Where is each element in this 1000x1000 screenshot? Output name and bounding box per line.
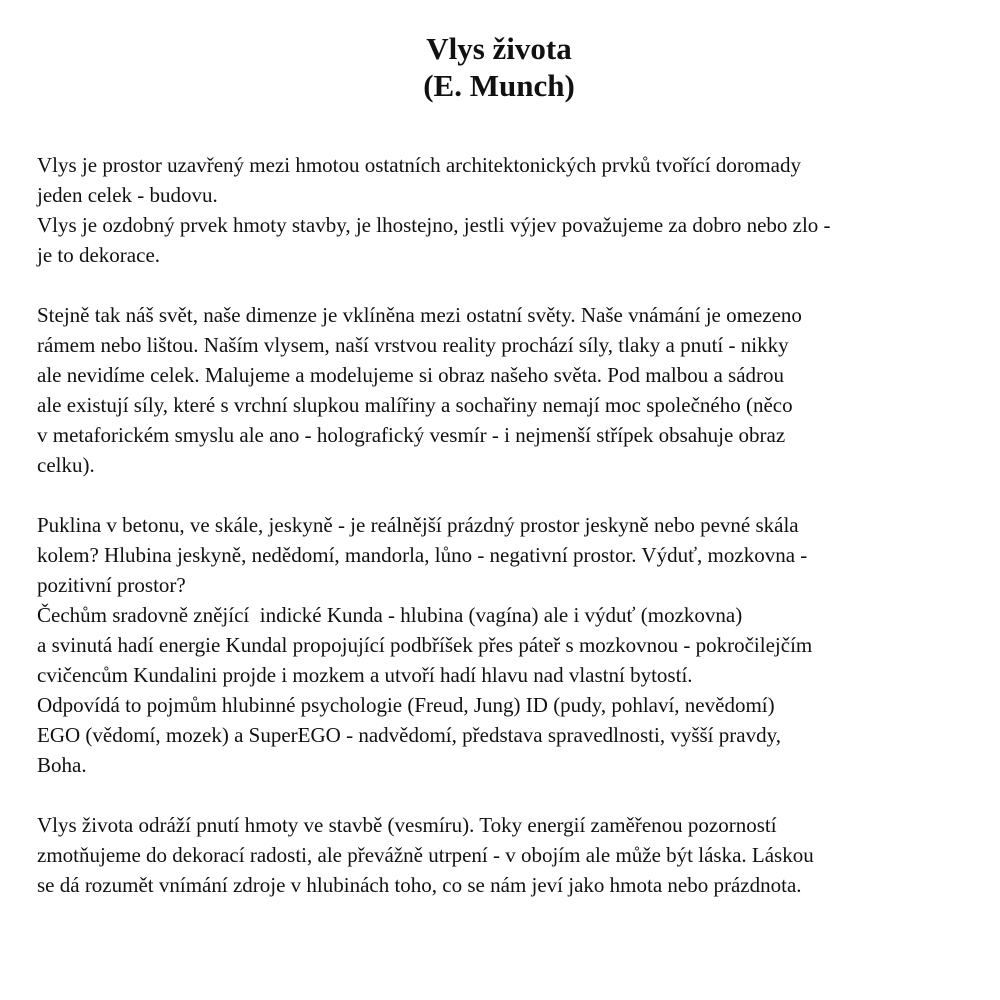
text-line: Puklina v betonu, ve skále, jeskyně - je reálnější prázdný prostor jeskyně nebo pevné skála [37, 513, 799, 537]
text-line: ale nevidíme celek. Malujeme a modelujeme si obraz našeho světa. Pod malbou a sádrou [37, 363, 785, 387]
text-line: se dá rozumět vnímání zdroje v hlubinách toho, co se nám jeví jako hmota nebo prázdnota. [37, 873, 802, 897]
text-line: kolem? Hlubina jeskyně, nedědomí, mandorla, lůno - negativní prostor. Výduť, mozkovna - [37, 543, 808, 567]
text-line: ale existují síly, které s vrchní slupkou malířiny a sochařiny nemají moc společného (něco [37, 393, 793, 417]
text-line: EGO (vědomí, mozek) a SuperEGO - nadvědomí, představa spravedlnosti, vyšší pravdy, [37, 723, 781, 747]
text-line: a svinutá hadí energie Kundal propojující podbříšek přes páteř s mozkovnou - pokročilejčím [37, 633, 813, 657]
document-body [37, 150, 977, 900]
paragraph-1 [37, 150, 977, 270]
paragraph-3 [37, 510, 977, 780]
subtitle-line: (E. Munch) [423, 68, 575, 103]
text-line: Čechům sradovně znějící indické Kunda - hlubina (vagína) ale i výduť (mozkovna) [37, 603, 743, 627]
paragraph-2 [37, 300, 977, 480]
text-line: jeden celek - budovu. [37, 183, 218, 207]
text-line: Odpovídá to pojmům hlubinné psychologie (Freud, Jung) ID (pudy, pohlaví, nevědomí) [37, 693, 775, 717]
text-line: je to dekorace. [37, 243, 161, 267]
text-line: pozitivní prostor? [37, 573, 186, 597]
text-line: Vlys je ozdobný prvek hmoty stavby, je lhostejno, jestli výjev považujeme za dobro nebo zlo - [37, 213, 831, 237]
title-line: Vlys života [426, 31, 572, 66]
document [37, 30, 977, 930]
text-line: zmotňujeme do dekorací radosti, ale převážně utrpení - v obojím ale může být láska. Láskou [37, 843, 814, 867]
paragraph-4 [37, 810, 977, 900]
text-line: Boha. [37, 753, 87, 777]
text-line: Vlys života odráží pnutí hmoty ve stavbě (vesmíru). Toky energií zaměřenou pozorností [37, 813, 777, 837]
text-line: v metaforickém smyslu ale ano - holografický vesmír - i nejmenší střípek obsahuje obraz [37, 423, 786, 447]
text-line: celku). [37, 453, 95, 477]
document-title [37, 30, 977, 104]
text-line: Stejně tak náš svět, naše dimenze je vklíněna mezi ostatní světy. Naše vnámání je omezeno [37, 303, 802, 327]
text-line: Vlys je prostor uzavřený mezi hmotou ostatních architektonických prvků tvořící doromady [37, 153, 801, 177]
text-line: rámem nebo lištou. Naším vlysem, naší vrstvou reality prochází síly, tlaky a pnutí - nikky [37, 333, 789, 357]
text-line: cvičencům Kundalini projde i mozkem a utvoří hadí hlavu nad vlastní bytostí. [37, 663, 693, 687]
